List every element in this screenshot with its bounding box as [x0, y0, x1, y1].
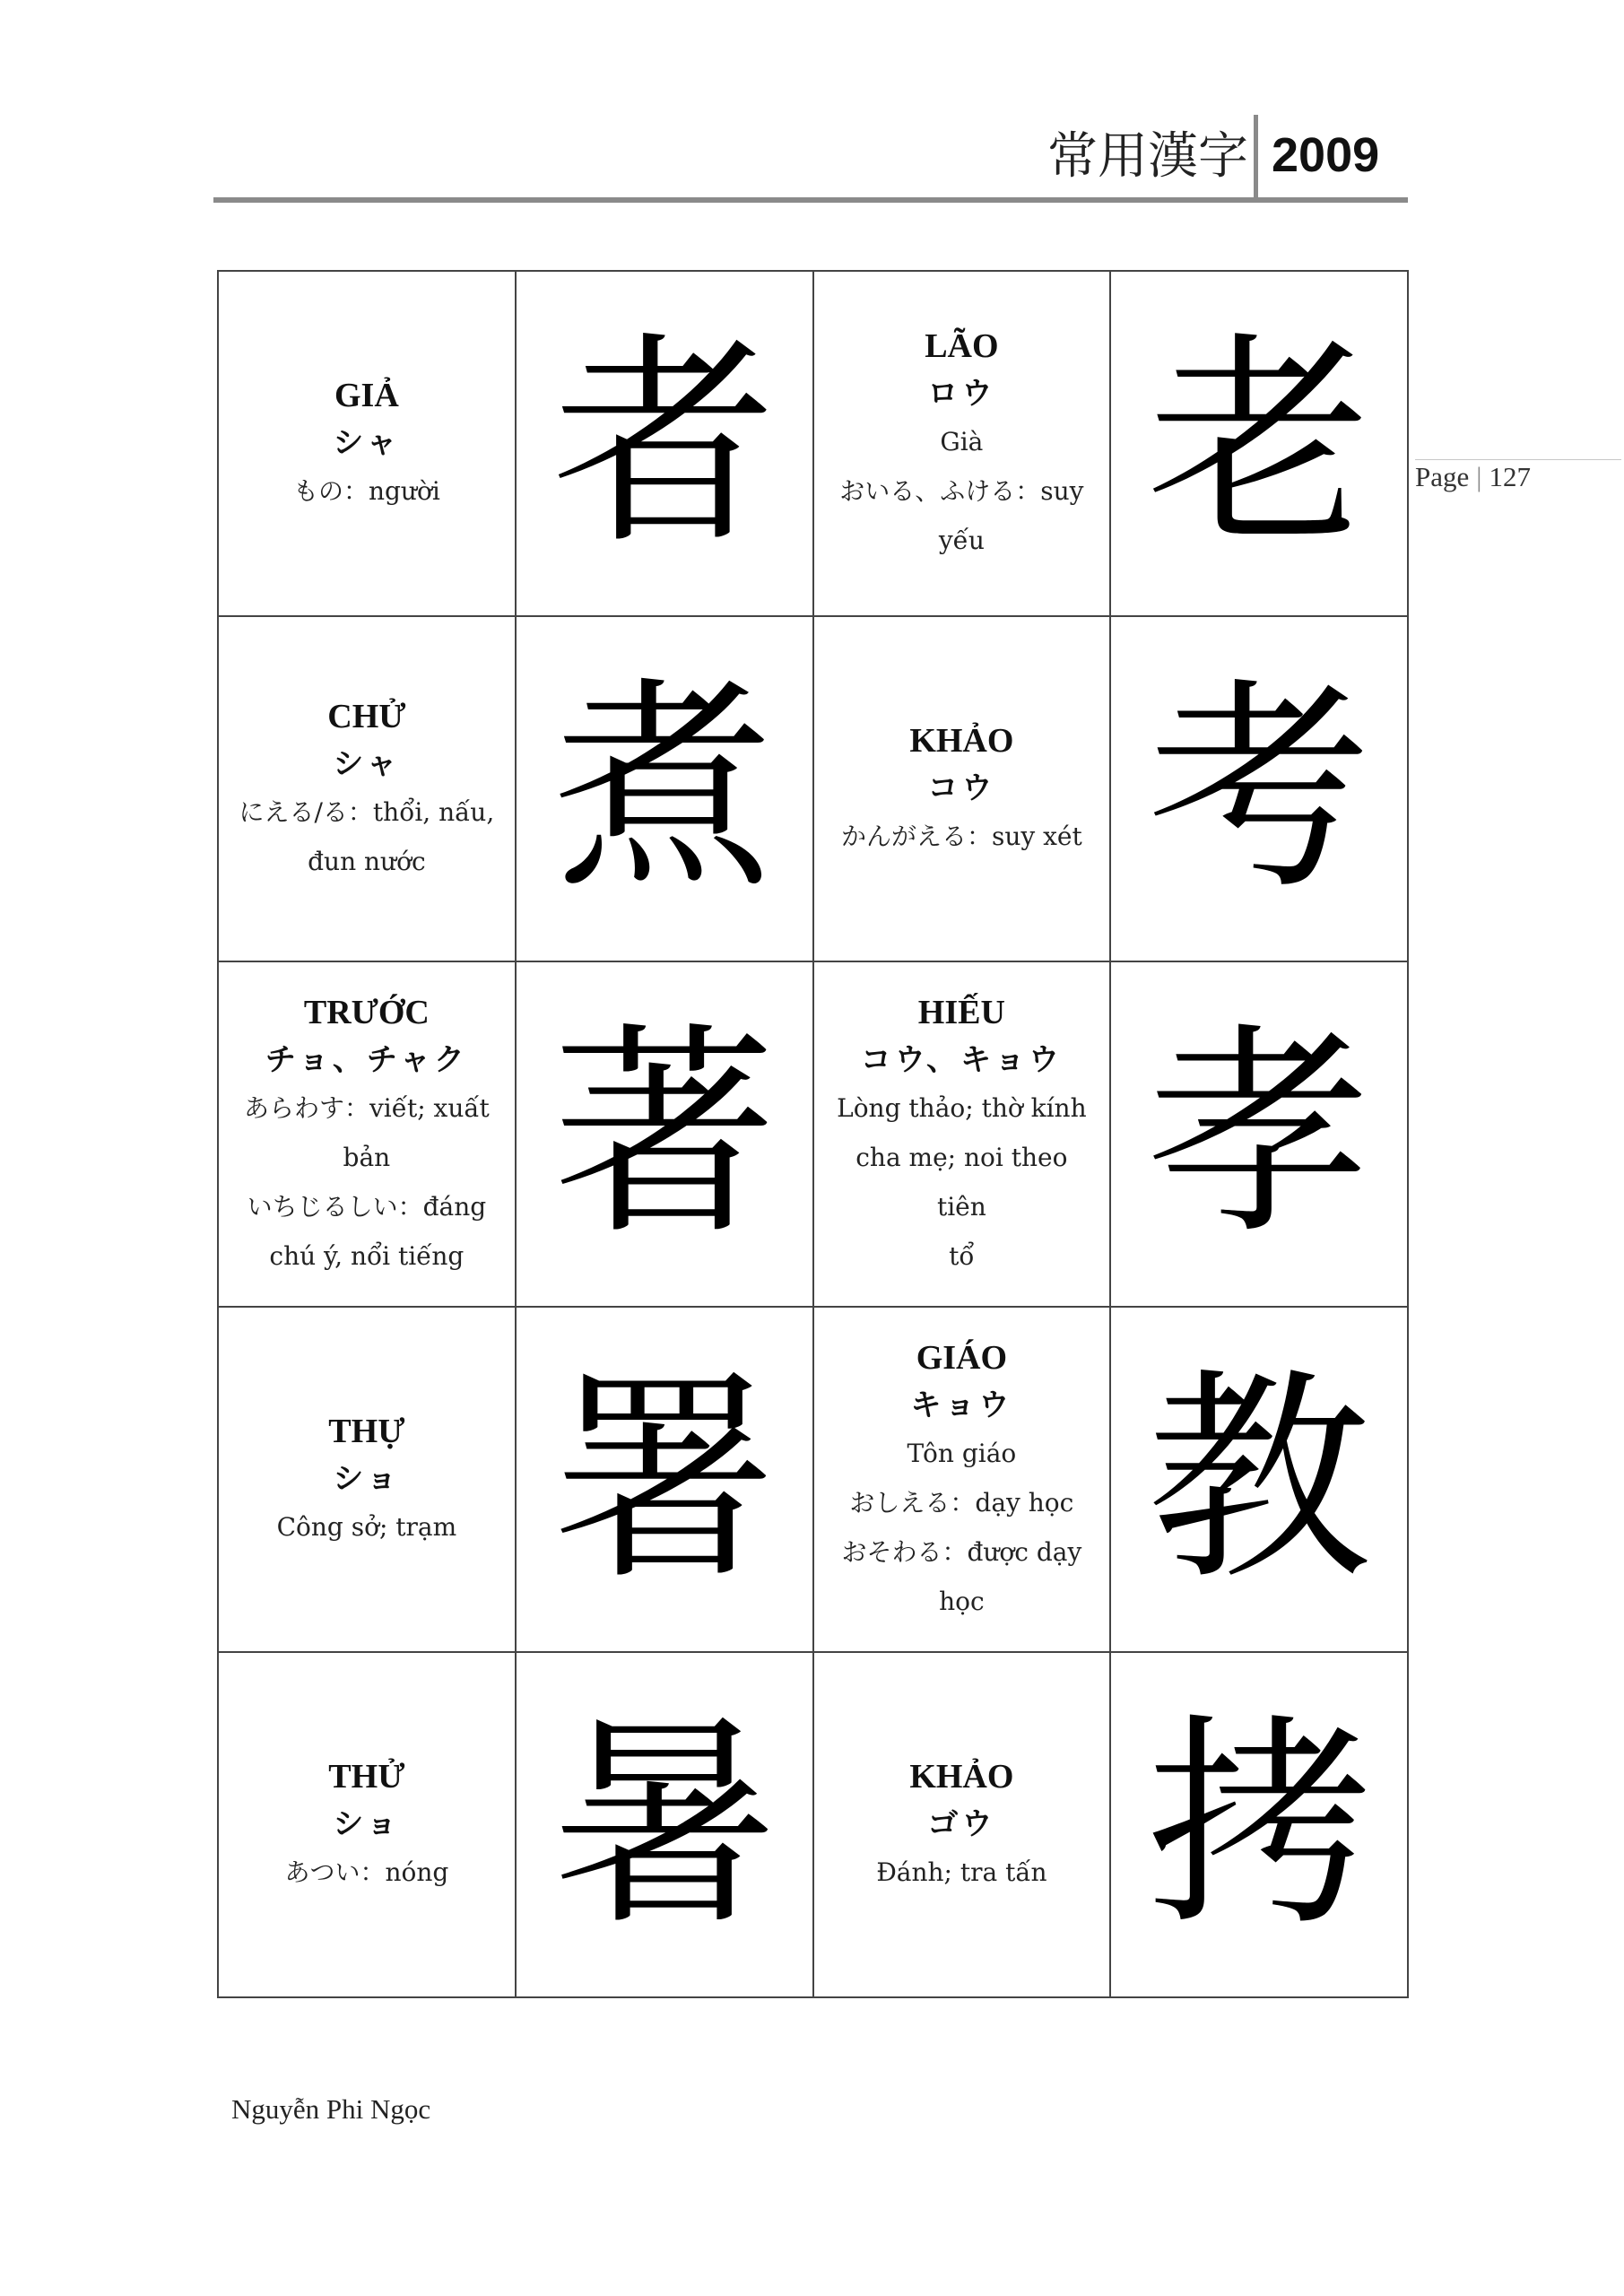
on-reading: ゴウ	[927, 1806, 996, 1842]
han-viet-reading: TRƯỚC	[303, 993, 430, 1031]
kanji-info-cell	[219, 272, 517, 617]
kanji-info-cell	[814, 962, 1112, 1308]
meaning-line: đun nước	[308, 846, 426, 876]
han-viet-reading: GIẢ	[334, 377, 399, 414]
header-separator	[1254, 115, 1258, 201]
meaning-line: おしえる：dạy học	[849, 1487, 1074, 1518]
kanji-glyph-cell	[517, 617, 814, 962]
kanji-glyph-cell	[517, 272, 814, 617]
kanji-character: 考	[1147, 657, 1372, 919]
page-separator: |	[1476, 461, 1482, 492]
kanji-character: 著	[551, 1003, 777, 1265]
kanji-character: 教	[1147, 1348, 1372, 1610]
meaning-line: おそわる：được dạy	[841, 1536, 1082, 1567]
on-reading: シャ	[333, 745, 401, 782]
meaning-line: おいる、ふける：suy	[839, 476, 1084, 506]
meaning-line: Lòng thảo; thờ kính	[837, 1092, 1087, 1123]
kanji-glyph-cell	[1111, 1308, 1409, 1653]
on-reading: チョ、チャク	[265, 1041, 468, 1078]
meaning-line: もの：người	[292, 476, 440, 506]
han-viet-reading: CHỬ	[327, 697, 406, 735]
kanji-glyph-cell	[517, 1653, 814, 1998]
header-title: 常用漢字	[1047, 127, 1248, 186]
kanji-info-cell	[219, 1653, 517, 1998]
on-reading: ロウ	[927, 376, 996, 412]
han-viet-reading: GIÁO	[916, 1338, 1008, 1377]
page-number	[1415, 461, 1621, 493]
kanji-info-cell	[814, 1308, 1112, 1653]
on-reading: ショ	[333, 1806, 401, 1842]
kanji-character: 孝	[1147, 1003, 1372, 1265]
meaning-line: Già	[940, 427, 984, 457]
kanji-character: 暑	[551, 1693, 777, 1955]
meaning-line: Đánh; tra tấn	[876, 1857, 1047, 1887]
kanji-character: 老	[1147, 312, 1372, 574]
kanji-info-cell	[219, 617, 517, 962]
meaning-line: tổ	[949, 1240, 975, 1271]
meaning-line: bản	[343, 1142, 391, 1172]
meaning-line: yếu	[938, 526, 985, 555]
header-rule	[213, 197, 1408, 203]
kanji-glyph-cell	[1111, 617, 1409, 962]
han-viet-reading: KHẢO	[909, 1758, 1014, 1796]
meaning-line: Tôn giáo	[907, 1438, 1017, 1468]
on-reading: シャ	[333, 425, 401, 461]
han-viet-reading: THỬ	[328, 1758, 405, 1796]
kanji-glyph-cell	[1111, 272, 1409, 617]
on-reading: キョウ	[910, 1387, 1013, 1423]
kanji-character: 署	[551, 1348, 777, 1610]
kanji-info-cell	[219, 1308, 517, 1653]
kanji-character: 拷	[1147, 1693, 1372, 1955]
meaning-line: Công sở; trạm	[276, 1512, 457, 1542]
kanji-info-cell	[814, 617, 1112, 962]
meaning-line: あらわす：viết; xuất	[243, 1092, 490, 1123]
header-year: 2009	[1272, 128, 1380, 182]
kanji-info-cell	[219, 962, 517, 1308]
kanji-glyph-cell	[517, 1308, 814, 1653]
han-viet-reading: HIẾU	[917, 993, 1005, 1031]
meaning-line: あつい：nóng	[284, 1857, 449, 1887]
kanji-character: 者	[551, 312, 777, 574]
han-viet-reading: KHẢO	[909, 722, 1014, 760]
kanji-character: 煮	[551, 657, 777, 919]
meaning-line: いちじるしい：đáng	[247, 1191, 487, 1222]
meaning-line: にえる/る：thổi, nấu,	[239, 796, 495, 827]
kanji-glyph-cell	[1111, 1653, 1409, 1998]
on-reading: コウ、キョウ	[860, 1041, 1064, 1078]
on-reading: ショ	[333, 1461, 401, 1497]
meaning-line: học	[939, 1586, 985, 1616]
on-reading: コウ	[927, 770, 996, 806]
page-number-value: 127	[1489, 461, 1531, 492]
meaning-line: かんがえる：suy xét	[841, 822, 1082, 851]
kanji-glyph-cell	[517, 962, 814, 1308]
page-label: Page	[1415, 461, 1470, 492]
meaning-line: cha mẹ; noi theo tiên	[855, 1142, 1068, 1222]
han-viet-reading: THỰ	[328, 1413, 405, 1450]
footer-author: Nguyễn Phi Ngọc	[231, 2093, 431, 2125]
page-number-rule	[1415, 459, 1621, 460]
han-viet-reading: LÃO	[925, 327, 999, 365]
kanji-info-cell	[814, 1653, 1112, 1998]
kanji-glyph-cell	[1111, 962, 1409, 1308]
kanji-info-cell	[814, 272, 1112, 617]
meaning-line: chú ý, nổi tiếng	[269, 1240, 465, 1271]
kanji-table	[217, 270, 1409, 1998]
